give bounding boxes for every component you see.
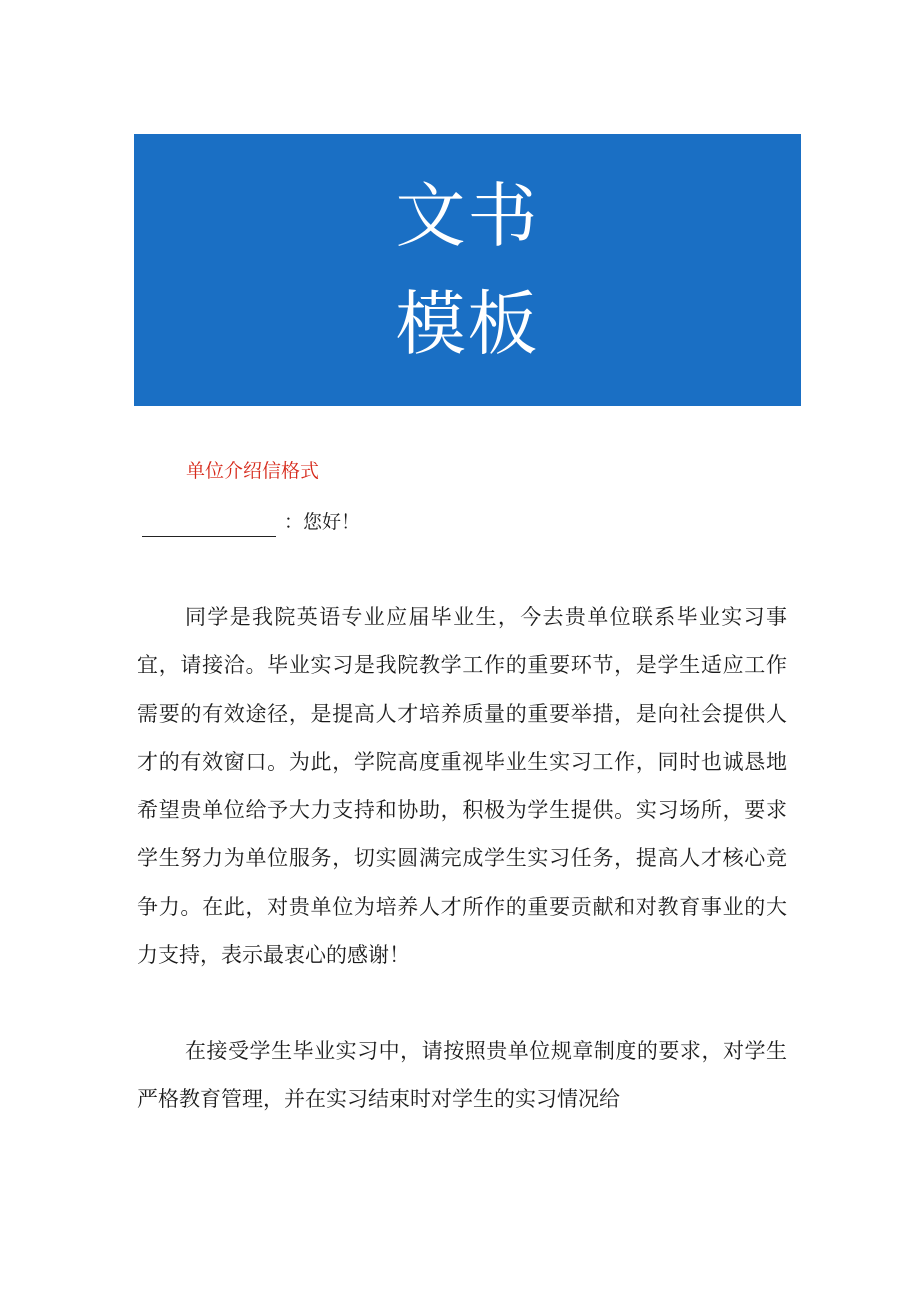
body-paragraph-1: 同学是我院英语专业应届毕业生，今去贵单位联系毕业实习事宜，请接洽。毕业实习是我院教学工作的重要环节，是学生适应工作需要的有效途径，是提高人才培养质量的重要举措，是向社会提供人才的有效窗口。为此，学院高度重视毕业生实习工作，同时也诚恳地希望贵单位给予大力支持和协助，积极为学生提供。实习场所，要求学生努力为单位服务，切实圆满完成学生实习任务，提高人才核心竞争力。在此，对贵单位为培养人才所作的重要贡献和对教育事业的大力支持，表示最衷心的感谢！ [137,605,787,968]
document-heading: 单位介绍信格式 [186,460,320,482]
salutation [142,507,360,537]
cover-title-line-2: 模板 [395,283,540,365]
salutation-text: ：您好！ [284,511,361,533]
cover-title-line-1: 文书 [395,175,540,257]
recipient-blank-line [142,514,276,537]
body-paragraph-2: 在接受学生毕业实习中，请按照贵单位规章制度的要求，对学生严格教育管理，并在实习结束时对学生的实习情况给 [137,1039,787,1112]
cover-banner [134,134,801,406]
